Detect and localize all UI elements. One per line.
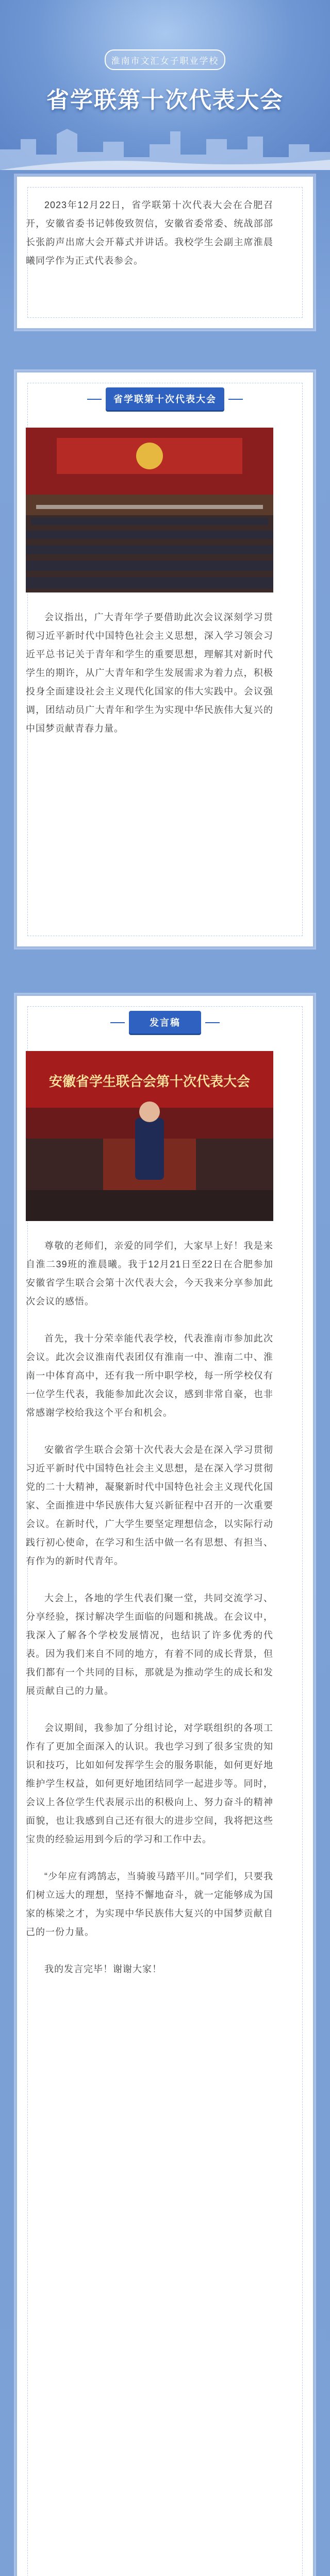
speech-paragraph: “少年应有鸿鹄志，当骑骏马踏平川。”同学们，只要我们树立远大的理想，坚持不懈地奋斗，就一定能够成为国家的栋梁之才，为实现中华民族伟大复兴的中国梦贡献自己的一份力量。 xyxy=(26,1871,273,1937)
speech-paragraph: 首先，我十分荣幸能代表学校，代表淮南市参加此次会议。此次会议淮南代表团仅有淮南一中、淮南二中、淮南一中体育高中，还有我一所中职学校，每一所学校仅有一位学生代表，我能参加此次会议，感到非常自豪，也非常感谢学校给我这个平台和机会。 xyxy=(26,1333,273,1418)
speech-tag: 发言稿 xyxy=(129,1011,201,1033)
city-skyline-decoration xyxy=(0,113,330,170)
speech-paragraph: 我的发言完毕！谢谢大家！ xyxy=(44,1964,162,1974)
speech-text-block xyxy=(26,1236,273,1978)
header-banner xyxy=(0,0,330,170)
speaker-photo xyxy=(26,1051,273,1221)
speech-paragraph: 大会上，各地的学生代表们聚一堂，共同交流学习、分享经验，探讨解决学生面临的问题和挑战。在会议中，我深入了解各个学校发展情况，也结识了许多优秀的代表。因为我们来自不同的地方，有着不同的成长背景，但我们都有一个共同的目标，那就是为推动学生的成长和发展贡献自己的力量。 xyxy=(26,1593,273,1696)
section1-paragraph: 会议指出，广大青年学子要借助此次会议深刻学习贯彻习近平新时代中国特色社会主义思想，深入学习领会习近平总书记关于青年和学生的重要思想，理解其对新时代学生的期许，从广大青年和学生发展需求为着力点，积极投身全面建设社会主义现代化国家的伟大实践中。会议强调，团结动员广大青年和学生为实现中华民族伟大复兴的中国梦贡献青春力量。 xyxy=(26,612,273,734)
conference-hall-photo xyxy=(26,428,273,592)
speech-paragraph: 尊敬的老师们，亲爱的同学们，大家早上好！我是来自淮二39班的淮晨曦。我于12月21日至22日在合肥参加安徽省学生联合会第十次代表大会，今天我来分享参加此次会议的感悟。 xyxy=(26,1241,273,1307)
banner-text: 安徽省学生联合会第十次代表大会 xyxy=(48,1074,251,1089)
intro-paragraph: 2023年12月22日，省学联第十次代表大会在合肥召开，安徽省委书记韩俊致贺信，安徽省委常委、统战部部长张韵声出席大会开幕式并讲话。我校学生会副主席淮晨曦同学作为正式代表参会。 xyxy=(26,200,273,266)
school-name: 淮南市文汇女子职业学校 xyxy=(111,56,219,66)
page-title: 省学联第十次代表大会 xyxy=(46,88,284,113)
school-name-badge xyxy=(105,49,225,70)
speech-paragraph: 安徽省学生联合会第十次代表大会是在深入学习贯彻习近平新时代中国特色社会主义思想，是在深入学习贯彻党的二十大精神，凝聚新时代中国特色社会主义现代化国家、全面推进中华民族伟大复兴新征程中召开的一次重要会议。在新时代，广大学生要坚定理想信念，以实际行动践行初心使命，在学习和生活中做一名有思想、有担当、有作为的新时代青年。 xyxy=(26,1445,273,1566)
section1-tag: 省学联第十次代表大会 xyxy=(106,387,224,410)
speech-paragraph: 会议期间，我参加了分组讨论，对学联组织的各项工作有了更加全面深入的认识。我也学习到了很多宝贵的知识和技巧，比如如何发挥学生会的服务职能，如何更好地维护学生权益，如何更好地团结同学一起进步等。同时，会议上各位学生代表展示出的积极向上、努力奋斗的精神面貌，也让我感到自己还有很大的进步空间，我将把这些宝贵的经验运用到今后的学习和工作中去。 xyxy=(26,1723,273,1844)
section1-text-block xyxy=(26,608,273,738)
intro-text-block xyxy=(26,196,273,270)
